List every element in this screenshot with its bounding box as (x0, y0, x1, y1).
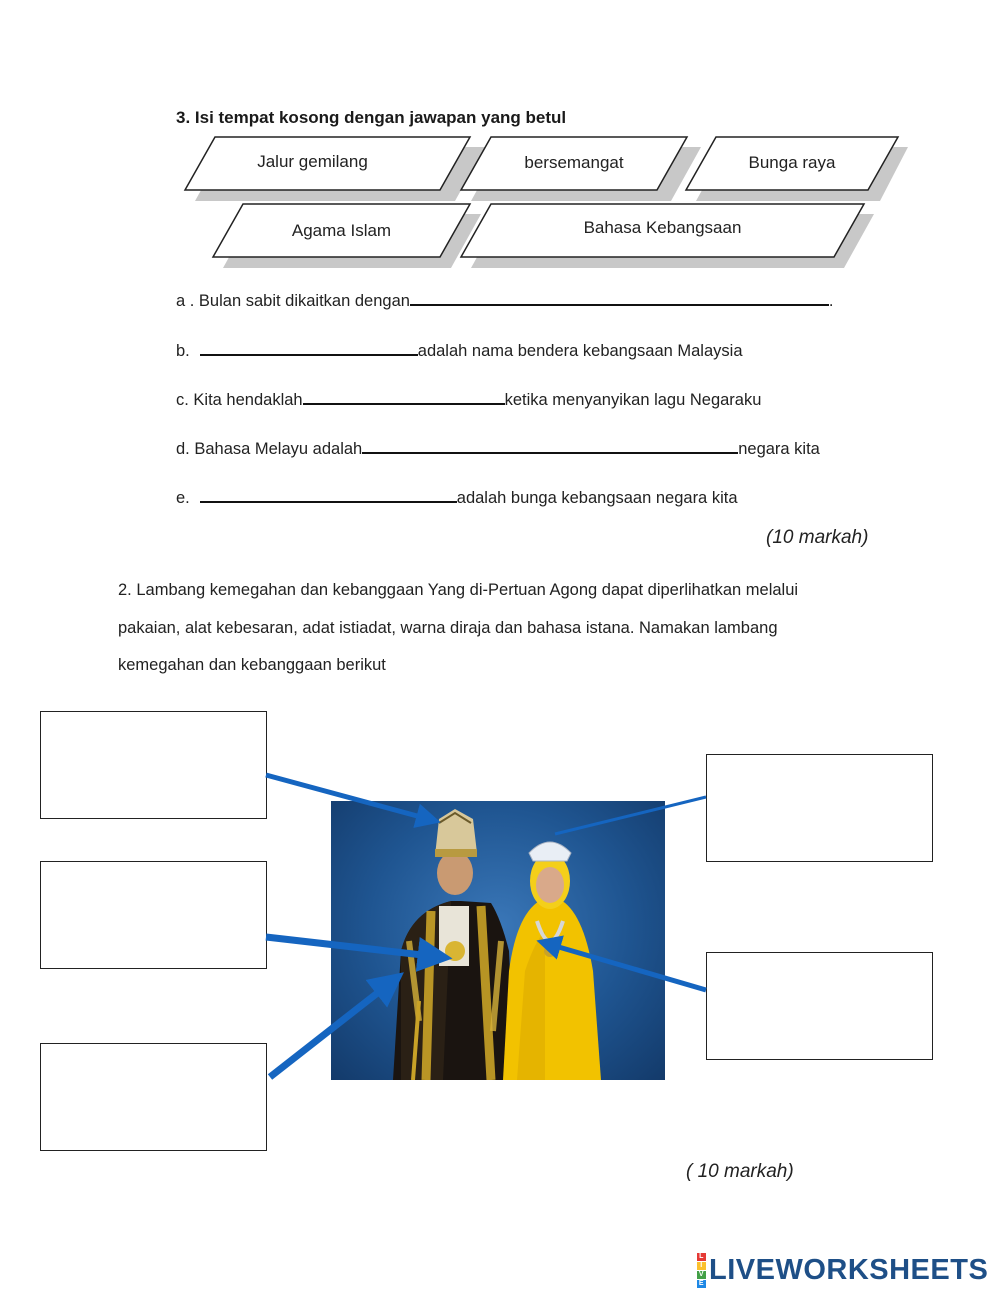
question-d-end: negara kita (738, 440, 820, 458)
word-label: Agama Islam (291, 221, 392, 240)
section2-line2: pakaian, alat kebesaran, adat istiadat, warna diraja dan bahasa istana. Namakan lambang (118, 619, 778, 637)
arrow-necklace (545, 943, 706, 990)
section3-marks: (10 markah) (766, 527, 869, 548)
question-b-label: b. (176, 342, 190, 360)
word-label: bersemangat (524, 153, 624, 172)
question-c-text: c. Kita hendaklah (176, 391, 303, 409)
arrow-headdress (266, 775, 432, 820)
question-c-end: ketika menyanyikan lagu Negaraku (504, 391, 762, 409)
section3-title: 3. Isi tempat kosong dengan jawapan yang betul (176, 108, 567, 127)
section2-line1: 2. Lambang kemegahan dan kebanggaan Yang di-Pertuan Agong dapat diperlihatkan melalui (118, 581, 799, 599)
word-label: Jalur gemilang (257, 152, 368, 171)
arrow-tiara (555, 797, 706, 834)
arrow-keris (270, 980, 394, 1077)
question-e-label: e. (176, 489, 190, 507)
liveworksheets-logo (697, 1252, 988, 1288)
arrow-pendant (266, 937, 440, 957)
word-label: Bunga raya (748, 153, 836, 172)
question-d-text: d. Bahasa Melayu adalah (176, 440, 363, 458)
word-label: Bahasa Kebangsaan (583, 218, 742, 237)
question-a-text: a . Bulan sabit dikaitkan dengan (176, 292, 410, 310)
question-b-text: adalah nama bendera kebangsaan Malaysia (417, 342, 743, 360)
section2-marks: ( 10 markah) (686, 1161, 794, 1182)
question-a-end: . (828, 292, 834, 310)
section2-line3: kemegahan dan kebanggaan berikut (118, 656, 386, 674)
question-e-text: adalah bunga kebangsaan negara kita (456, 489, 738, 507)
liveworksheets-logo-icon: L I V E (698, 1252, 705, 1287)
brand-name: LIVEWORKSHEETS (709, 1253, 989, 1286)
